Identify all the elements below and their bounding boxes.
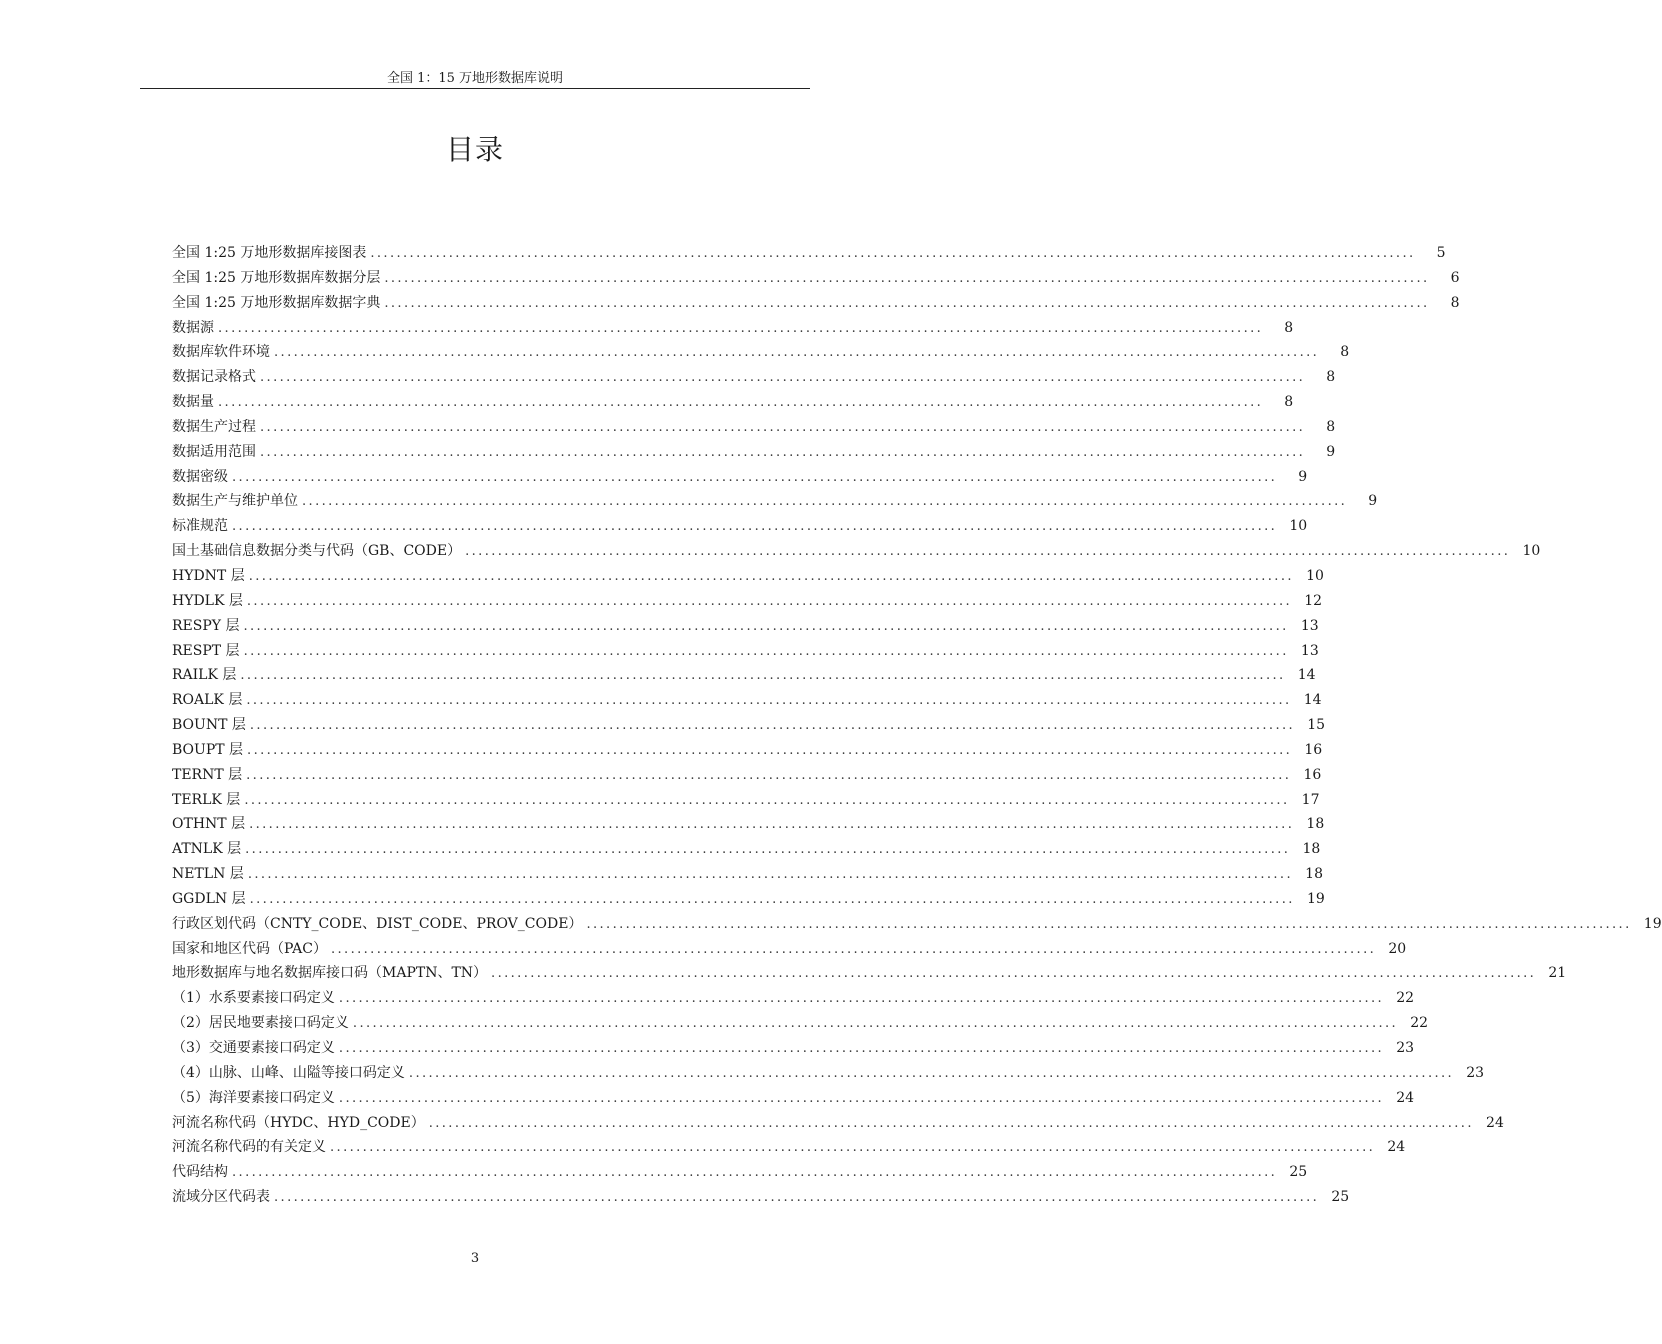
toc-entry[interactable] <box>172 961 1567 986</box>
toc-dot-leader: ................................................................................................................................................................ <box>428 1115 1474 1131</box>
toc-dot-leader: ................................................................................................................................................................ <box>302 494 1348 510</box>
toc-entry-title: ROALK 层 <box>172 692 243 709</box>
toc-entry[interactable] <box>172 738 1323 763</box>
toc-entry-page: 10 <box>1522 543 1541 560</box>
toc-entry-page: 5 <box>1436 245 1446 261</box>
toc-entry-title: TERLK 层 <box>172 791 241 808</box>
toc-entry-title: ATNLK 层 <box>172 841 242 858</box>
toc-entry-title: 标准规范 <box>172 518 228 535</box>
toc-entry-page: 24 <box>1387 1139 1406 1156</box>
toc-entry[interactable] <box>172 390 1294 415</box>
toc-entry[interactable] <box>172 688 1322 713</box>
toc-entry[interactable] <box>172 713 1326 738</box>
toc-entry[interactable] <box>172 986 1415 1011</box>
toc-entry[interactable] <box>172 912 1662 937</box>
toc-dot-leader: ................................................................................................................................................................ <box>245 842 1291 858</box>
toc-dot-leader: ................................................................................................................................................................ <box>384 295 1430 311</box>
toc-entry-page: 6 <box>1450 269 1460 286</box>
toc-entry-title: BOUPT 层 <box>172 741 244 758</box>
toc-entry-page: 18 <box>1302 841 1321 858</box>
toc-entry[interactable] <box>172 639 1319 664</box>
toc-entry[interactable] <box>172 812 1325 837</box>
toc-entry-title: 数据生产过程 <box>172 418 256 435</box>
toc-dot-leader: ................................................................................................................................................................ <box>330 1140 1376 1156</box>
toc-entry-title: BOUNT 层 <box>172 717 246 734</box>
toc-entry-page: 23 <box>1466 1064 1485 1081</box>
toc-entry[interactable] <box>172 1011 1429 1036</box>
toc-entry[interactable] <box>172 837 1321 862</box>
running-header: 全国 1：15 万地形数据库说明 <box>386 71 564 86</box>
toc-entry[interactable] <box>172 440 1336 465</box>
toc-entry-title: 全国 1:25 万地形数据库接图表 <box>172 245 367 261</box>
toc-entry-title: RESPY 层 <box>172 617 240 634</box>
toc-dot-leader: ................................................................................................................................................................ <box>260 444 1306 460</box>
toc-entry-page: 25 <box>1331 1189 1350 1206</box>
toc-dot-leader: ................................................................................................................................................................ <box>384 270 1430 286</box>
toc-entry[interactable] <box>172 763 1322 788</box>
toc-entry[interactable] <box>172 365 1336 390</box>
toc-entry-title: 数据适用范围 <box>172 443 256 460</box>
toc-entry-title: （4）山脉、山峰、山隘等接口码定义 <box>172 1064 405 1081</box>
toc-entry-title: 数据记录格式 <box>172 369 256 386</box>
toc-entry-title: （5）海洋要素接口码定义 <box>172 1089 335 1106</box>
toc-entry[interactable] <box>172 340 1350 365</box>
toc-entry[interactable] <box>172 1061 1485 1086</box>
toc-entry[interactable] <box>172 1160 1308 1185</box>
toc-entry[interactable] <box>172 663 1316 688</box>
toc-entry-title: （3）交通要素接口码定义 <box>172 1040 335 1056</box>
toc-entry-title: 全国 1:25 万地形数据库数据分层 <box>172 269 381 286</box>
toc-entry[interactable] <box>172 614 1319 639</box>
toc-entry[interactable] <box>172 1111 1504 1136</box>
toc-entry-title: 全国 1:25 万地形数据库数据字典 <box>172 294 381 311</box>
toc-dot-leader: ................................................................................................................................................................ <box>249 891 1295 907</box>
toc-entry[interactable] <box>172 539 1541 564</box>
toc-entry-title: OTHNT 层 <box>172 816 246 833</box>
toc-entry-title: 数据库软件环境 <box>172 344 270 361</box>
toc-dot-leader: ................................................................................................................................................................ <box>247 867 1293 883</box>
toc-entry[interactable] <box>172 937 1407 962</box>
toc-dot-leader: ................................................................................................................................................................ <box>247 742 1293 758</box>
toc-entry-title: RESPT 层 <box>172 642 240 659</box>
toc-entry-title: 国土基础信息数据分类与代码（GB、CODE） <box>172 543 462 560</box>
toc-entry[interactable] <box>172 887 1325 912</box>
toc-entry-page: 12 <box>1304 592 1323 609</box>
toc-entry-page: 13 <box>1300 642 1319 659</box>
toc-dot-leader: ................................................................................................................................................................ <box>260 370 1306 386</box>
toc-entry-title: 地形数据库与地名数据库接口码（MAPTN、TN） <box>172 965 488 982</box>
toc-entry-title: GGDLN 层 <box>172 890 246 907</box>
toc-entry-page: 8 <box>1450 294 1460 311</box>
toc-entry-title: 河流名称代码的有关定义 <box>172 1139 326 1156</box>
toc-entry[interactable] <box>172 589 1323 614</box>
toc-entry-page: 23 <box>1396 1040 1415 1056</box>
toc-entry[interactable] <box>172 489 1378 514</box>
toc-entry-title: 数据源 <box>172 319 214 336</box>
toc-entry-title: 国家和地区代码（PAC） <box>172 940 327 957</box>
toc-entry[interactable] <box>172 1185 1350 1210</box>
toc-dot-leader: ................................................................................................................................................................ <box>370 246 1416 261</box>
toc-entry[interactable] <box>172 291 1460 316</box>
toc-dot-leader: ................................................................................................................................................................ <box>260 419 1306 435</box>
toc-entry-page: 9 <box>1368 493 1378 510</box>
toc-entry-page: 22 <box>1396 990 1415 1007</box>
toc-dot-leader: ................................................................................................................................................................ <box>243 643 1289 659</box>
toc-entry-page: 25 <box>1289 1164 1308 1181</box>
toc-entry-title: HYDNT 层 <box>172 567 245 584</box>
toc-dot-leader: ................................................................................................................................................................ <box>249 718 1296 734</box>
toc-dot-leader: ................................................................................................................................................................ <box>491 966 1537 982</box>
toc-dot-leader: ................................................................................................................................................................ <box>338 991 1385 1007</box>
toc-dot-leader: ................................................................................................................................................................ <box>218 320 1264 336</box>
toc-entry-page: 14 <box>1303 692 1322 709</box>
toc-entry-page: 8 <box>1326 369 1336 386</box>
toc-entry-page: 24 <box>1396 1089 1415 1106</box>
toc-entry-title: （2）居民地要素接口码定义 <box>172 1015 349 1032</box>
toc-dot-leader: ................................................................................................................................................................ <box>244 792 1290 808</box>
toc-entry-title: 数据量 <box>172 394 214 411</box>
toc-entry-title: NETLN 层 <box>172 866 244 883</box>
table-of-contents <box>172 241 1662 1210</box>
toc-entry[interactable] <box>172 788 1320 813</box>
toc-entry[interactable] <box>172 514 1308 539</box>
toc-dot-leader: ................................................................................................................................................................ <box>338 1090 1385 1106</box>
toc-entry[interactable] <box>172 465 1308 490</box>
toc-entry[interactable] <box>172 564 1324 589</box>
toc-entry[interactable] <box>172 1086 1415 1111</box>
toc-entry-title: RAILK 层 <box>172 667 237 684</box>
toc-entry-title: 数据生产与维护单位 <box>172 493 298 510</box>
toc-entry-title: 河流名称代码（HYDC、HYD_CODE） <box>172 1114 425 1131</box>
toc-entry-page: 18 <box>1305 866 1323 883</box>
toc-dot-leader: ................................................................................................................................................................ <box>232 519 1278 535</box>
toc-entry-page: 8 <box>1284 394 1294 411</box>
toc-entry-page: 24 <box>1486 1114 1504 1131</box>
toc-dot-leader: ................................................................................................................................................................ <box>243 618 1289 634</box>
toc-entry-page: 8 <box>1284 319 1294 336</box>
toc-entry-title: TERNT 层 <box>172 766 243 783</box>
toc-entry-title: HYDLK 层 <box>172 592 243 609</box>
toc-entry-page: 20 <box>1388 940 1407 957</box>
toc-dot-leader: ................................................................................................................................................................ <box>274 345 1320 361</box>
toc-dot-leader: ................................................................................................................................................................ <box>248 568 1294 584</box>
page-number: 3 <box>470 1251 480 1266</box>
toc-entry-page: 22 <box>1410 1015 1429 1032</box>
toc-dot-leader: ................................................................................................................................................................ <box>240 668 1286 684</box>
toc-dot-leader: ................................................................................................................................................................ <box>246 767 1292 783</box>
toc-dot-leader: ................................................................................................................................................................ <box>218 395 1264 411</box>
toc-dot-leader: ................................................................................................................................................................ <box>249 817 1295 833</box>
toc-entry-page: 14 <box>1297 667 1316 684</box>
toc-dot-leader: ................................................................................................................................................................ <box>274 1190 1320 1206</box>
toc-entry-page: 8 <box>1340 344 1350 361</box>
toc-dot-leader: ................................................................................................................................................................ <box>330 941 1377 957</box>
toc-entry-page: 19 <box>1643 915 1662 932</box>
toc-entry-page: 15 <box>1307 717 1326 734</box>
toc-dot-leader: ................................................................................................................................................................ <box>408 1065 1455 1081</box>
toc-entry-title: 流域分区代码表 <box>172 1189 270 1206</box>
toc-entry-page: 18 <box>1306 816 1325 833</box>
toc-dot-leader: ................................................................................................................................................................ <box>338 1041 1385 1056</box>
toc-entry[interactable] <box>172 862 1323 887</box>
toc-entry-page: 16 <box>1303 766 1322 783</box>
toc-entry-page: 19 <box>1306 890 1325 907</box>
toc-entry-page: 9 <box>1298 468 1308 485</box>
toc-dot-leader: ................................................................................................................................................................ <box>586 916 1632 932</box>
toc-dot-leader: ................................................................................................................................................................ <box>232 1165 1278 1181</box>
toc-entry-page: 8 <box>1326 418 1336 435</box>
toc-entry[interactable] <box>172 415 1336 440</box>
toc-dot-leader: ................................................................................................................................................................ <box>232 469 1278 485</box>
toc-entry-title: 数据密级 <box>172 468 228 485</box>
toc-entry[interactable] <box>172 1036 1415 1061</box>
toc-dot-leader: ................................................................................................................................................................ <box>465 544 1511 560</box>
toc-entry-page: 10 <box>1289 518 1308 535</box>
toc-entry-title: 代码结构 <box>172 1164 228 1181</box>
toc-dot-leader: ................................................................................................................................................................ <box>246 693 1292 709</box>
toc-entry-page: 21 <box>1548 965 1567 982</box>
toc-entry[interactable] <box>172 1135 1406 1160</box>
toc-entry-title: （1）水系要素接口码定义 <box>172 990 335 1007</box>
toc-entry-page: 10 <box>1306 567 1324 584</box>
toc-entry-page: 17 <box>1301 791 1320 808</box>
header-rule <box>140 88 810 89</box>
toc-entry[interactable] <box>172 241 1446 266</box>
toc-entry-page: 16 <box>1304 741 1323 758</box>
page-title: 目录 <box>445 133 504 166</box>
toc-entry[interactable] <box>172 266 1460 291</box>
toc-dot-leader: ................................................................................................................................................................ <box>352 1016 1399 1032</box>
toc-entry[interactable] <box>172 316 1294 341</box>
toc-entry-page: 13 <box>1300 617 1319 634</box>
toc-dot-leader: ................................................................................................................................................................ <box>246 593 1293 609</box>
toc-entry-title: 行政区划代码（CNTY_CODE、DIST_CODE、PROV_CODE） <box>172 915 583 932</box>
toc-entry-page: 9 <box>1326 443 1336 460</box>
